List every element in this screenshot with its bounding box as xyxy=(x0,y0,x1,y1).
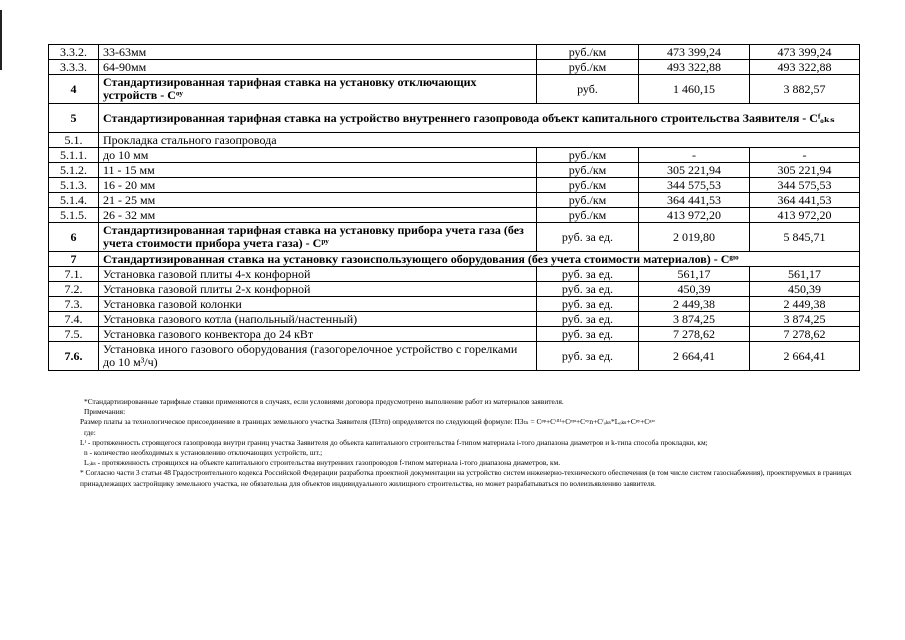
row-value-1: 344 575,53 xyxy=(639,178,750,193)
table-row xyxy=(49,327,860,342)
row-number: 5.1.4. xyxy=(49,193,99,208)
table-section-row xyxy=(49,104,860,133)
row-value-2: 3 874,25 xyxy=(750,312,860,327)
row-name: 11 - 15 мм xyxy=(99,163,537,178)
row-number: 5.1.5. xyxy=(49,208,99,223)
row-number: 7.5. xyxy=(49,327,99,342)
formula-note: Размер платы за технологическое присоединение в границах земельного участка Заявителя (ПЗтп) определяется по следующей формуле: ПЗₜₙ = Сᵖᵖ+Сᵗᶠᴵᶠ+Сᵖᵖᶦ+Сᵒʸn+Сᶠₒₖₛ*Lₒₖₛ+Сᵖʸ+Сᵍᶦᵒ xyxy=(80,417,655,427)
row-number: 7.4. xyxy=(49,312,99,327)
row-value-1: 2 664,41 xyxy=(639,342,750,371)
table-row xyxy=(49,148,860,163)
row-unit: руб./км xyxy=(537,60,639,75)
row-unit: руб. за ед. xyxy=(537,223,639,252)
row-name: Установка газовой плиты 4-х конфорной xyxy=(99,267,537,282)
row-name: 64-90мм xyxy=(99,60,537,75)
row-value-2: 344 575,53 xyxy=(750,178,860,193)
row-unit: руб. за ед. xyxy=(537,342,639,371)
table-row xyxy=(49,193,860,208)
row-value-2: 364 441,53 xyxy=(750,193,860,208)
row-name: Прокладка стального газопровода xyxy=(99,133,860,148)
row-unit: руб. за ед. xyxy=(537,312,639,327)
footnote-code: * Согласно части 3 статьи 48 Градостроительного кодекса Российской Федерации разработка проектной документации на устройство систем инженерно-технического обеспечения (в том числе систем газоснабжения), проектируемых в границах принадлежащих застройщику земельного участка, не обязательна для объектов индивидуального жилищного строительства, но может разрабатываться по волеизъявлению заявителя. xyxy=(80,468,852,488)
row-name: Установка газовой колонки xyxy=(99,297,537,312)
table-section-row xyxy=(49,133,860,148)
row-value-2: 2 664,41 xyxy=(750,342,860,371)
row-name: 21 - 25 мм xyxy=(99,193,537,208)
row-value-1: 1 460,15 xyxy=(639,75,750,104)
row-unit: руб./км xyxy=(537,178,639,193)
row-number: 6 xyxy=(49,223,99,252)
row-value-1: 493 322,88 xyxy=(639,60,750,75)
row-unit: руб. за ед. xyxy=(537,327,639,342)
row-value-1: 364 441,53 xyxy=(639,193,750,208)
row-value-2: 493 322,88 xyxy=(750,60,860,75)
row-value-2: 5 845,71 xyxy=(750,223,860,252)
table-row xyxy=(49,178,860,193)
row-value-1: 305 221,94 xyxy=(639,163,750,178)
table-row xyxy=(49,163,860,178)
row-name: Стандартизированная тарифная ставка на установку отключающих устройств - Сᵒʸ xyxy=(99,75,537,104)
table-row xyxy=(49,282,860,297)
row-name: 16 - 20 мм xyxy=(99,178,537,193)
table-row xyxy=(49,312,860,327)
row-number: 5 xyxy=(49,104,99,133)
table-row xyxy=(49,45,860,60)
row-value-2: 305 221,94 xyxy=(750,163,860,178)
row-unit: руб. xyxy=(537,75,639,104)
row-unit: руб. за ед. xyxy=(537,267,639,282)
row-value-1: 2 019,80 xyxy=(639,223,750,252)
row-value-2: 413 972,20 xyxy=(750,208,860,223)
footnotes xyxy=(80,397,864,489)
tariff-table xyxy=(48,44,860,371)
table-row xyxy=(49,223,860,252)
row-name: Установка иного газового оборудования (газогорелочное устройство с горелками до 10 м³/ч) xyxy=(99,342,537,371)
row-unit: руб./км xyxy=(537,148,639,163)
row-name: Установка газовой плиты 2-х конфорной xyxy=(99,282,537,297)
notes-heading: Примечания: xyxy=(84,407,126,417)
row-value-1: 2 449,38 xyxy=(639,297,750,312)
row-value-1: 3 874,25 xyxy=(639,312,750,327)
row-number: 7.3. xyxy=(49,297,99,312)
row-name: Стандартизированная тарифная ставка на устройство внутреннего газопровода объект капитального строительства Заявителя - Сᶠₒₖₛ xyxy=(99,104,860,133)
row-number: 7.1. xyxy=(49,267,99,282)
row-value-1: 413 972,20 xyxy=(639,208,750,223)
table-row xyxy=(49,267,860,282)
row-name: Установка газового котла (напольный/настенный) xyxy=(99,312,537,327)
row-name: 33-63мм xyxy=(99,45,537,60)
row-number: 3.3.2. xyxy=(49,45,99,60)
row-value-2: 473 399,24 xyxy=(750,45,860,60)
where-label: где: xyxy=(84,427,96,437)
row-value-2: 3 882,57 xyxy=(750,75,860,104)
table-section-row xyxy=(49,252,860,267)
row-value-2: 2 449,38 xyxy=(750,297,860,312)
row-number: 7 xyxy=(49,252,99,267)
row-unit: руб./км xyxy=(537,163,639,178)
row-value-2: 7 278,62 xyxy=(750,327,860,342)
row-number: 7.6. xyxy=(49,342,99,371)
row-unit: руб. за ед. xyxy=(537,297,639,312)
footnote-material: *Стандартизированные тарифные ставки применяются в случаях, если условиями договора предусмотрено выполнение работ из материалов заявителя. xyxy=(84,397,564,406)
row-unit: руб./км xyxy=(537,193,639,208)
row-number: 7.2. xyxy=(49,282,99,297)
row-number: 5.1.1. xyxy=(49,148,99,163)
row-name: Установка газового конвектора до 24 кВт xyxy=(99,327,537,342)
row-value-2: 450,39 xyxy=(750,282,860,297)
row-value-1: 450,39 xyxy=(639,282,750,297)
scan-edge-mark xyxy=(0,10,2,70)
row-name: 26 - 32 мм xyxy=(99,208,537,223)
table-row xyxy=(49,208,860,223)
row-number: 3.3.3. xyxy=(49,60,99,75)
row-unit: руб./км xyxy=(537,45,639,60)
row-name: Стандартизированная тарифная ставка на установку прибора учета газа (без учета стоимости прибора учета газа) - Сᵖʸ xyxy=(99,223,537,252)
table-row xyxy=(49,342,860,371)
row-number: 5.1.3. xyxy=(49,178,99,193)
row-unit: руб./км xyxy=(537,208,639,223)
definition-length: Lᶠ - протяженность строящегося газопровода внутри границ участка Заявителя до объекта капитального строительства f-типом материала i-того диапазона диаметров и k-типа способа прокладки, км; xyxy=(80,437,708,447)
row-number: 4 xyxy=(49,75,99,104)
row-value-2: - xyxy=(750,148,860,163)
row-number: 5.1. xyxy=(49,133,99,148)
table-row xyxy=(49,297,860,312)
row-value-1: 561,17 xyxy=(639,267,750,282)
row-value-1: 473 399,24 xyxy=(639,45,750,60)
row-value-2: 561,17 xyxy=(750,267,860,282)
definition-internal-length: Lₒₖₛ - протяженность строящихся на объекте капитального строительства внутренних газопроводов f-типом материала i-того диапазона диаметров, км. xyxy=(84,458,561,468)
row-unit: руб. за ед. xyxy=(537,282,639,297)
row-name: до 10 мм xyxy=(99,148,537,163)
table-row xyxy=(49,60,860,75)
row-number: 5.1.2. xyxy=(49,163,99,178)
table-row xyxy=(49,75,860,104)
definition-count: n - количество необходимых к установлению отключающих устройств, шт.; xyxy=(84,448,323,458)
row-value-1: 7 278,62 xyxy=(639,327,750,342)
row-name: Стандартизированная ставка на установку газоиспользующего оборудования (без учета стоимости материалов) - Сᵍᶦᵒ xyxy=(99,252,860,267)
row-value-1: - xyxy=(639,148,750,163)
